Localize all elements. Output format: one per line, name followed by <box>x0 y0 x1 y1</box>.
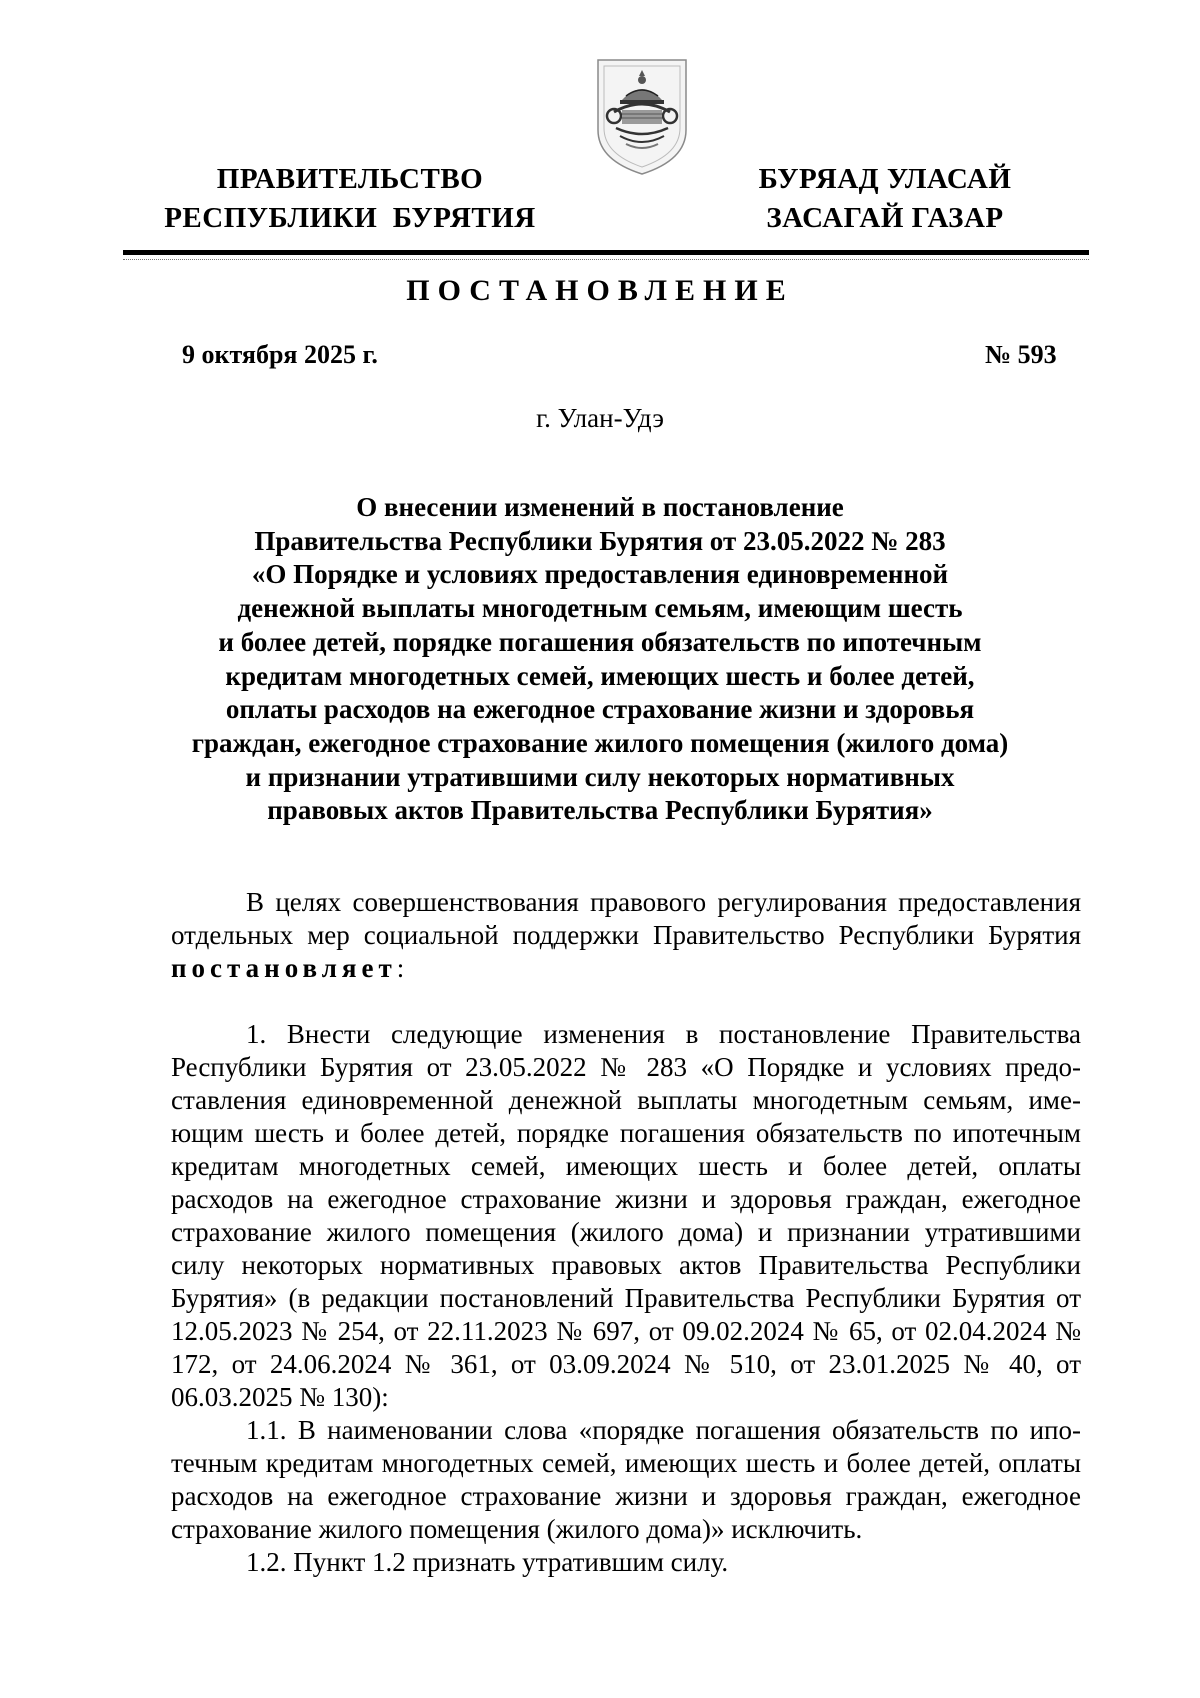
preamble-paragraph <box>171 886 1081 985</box>
title-line: и признании утратившими силу некоторых нормативных <box>245 761 955 792</box>
title-line: кредитам многодетных семей, имеющих шесть и более детей, <box>225 660 975 691</box>
clause-1: 1. Внести следующие изменения в постановление Правительства Республики Бурятия от 23.05.2022 № 283 «О Порядке и условиях предоставления единовременной денежной выплаты многодетным семьям, имеющим шесть и более детей, порядке погашения обязательств по ипотечным кредитам многодетных семей, имеющих шесть и более детей, оплаты расходов на ежегодное страхование жизни и здоровья граждан, ежегодное страхование жилого помещения (жилого дома) и признании утратившими силу некоторых нормативных правовых актов Правительства Республики Бурятия» (в редакции постановлений Правительства Республики Бурятия от 12.05.2023 № 254, от 22.11.2023 № 697, от 09.02.2024 № 65, от 02.04.2024 № 172, от 24.06.2024 № 361, от 03.09.2024 № 510, от 23.01.2025 № 40, от 06.03.2025 № 130): <box>171 1019 1081 1412</box>
header-divider-dotted <box>123 259 1089 260</box>
title-line: и более детей, порядке погашения обязательств по ипотечным <box>218 626 982 657</box>
issuer-name-russian <box>160 160 540 238</box>
document-city: г. Улан-Удэ <box>536 403 664 433</box>
title-line: оплаты расходов на ежегодное страхование жизни и здоровья <box>225 694 975 725</box>
document-title <box>140 491 1060 828</box>
issuer-name-buryat-line2: ЗАСАГАЙ ГАЗАР <box>766 202 1004 234</box>
title-line: граждан, ежегодное страхование жилого помещения (жилого дома) <box>191 727 1009 758</box>
document-number: № 593 <box>985 340 1057 369</box>
resolves-keyword: постановляет <box>171 953 397 983</box>
issuer-name-buryat <box>740 160 1030 238</box>
title-line: «О Порядке и условиях предоставления единовременной <box>251 559 949 590</box>
preamble-colon: : <box>396 953 405 983</box>
title-line: Правительства Республики Бурятия от 23.05.2022 № 283 <box>254 525 946 556</box>
clause-1-1: 1.1. В наименовании слова «порядке погашения обязательств по ипотечным кредитам многодетных семей, имеющих шесть и более детей, оплаты расходов на ежегодное страхование жизни и здоровья граждан, ежегодное страхование жилого помещения (жилого дома)» исключить. <box>171 1415 1081 1544</box>
issuer-name-buryat-line1: БУРЯАД УЛАСАЙ <box>758 163 1012 195</box>
issuer-name-russian-line1: ПРАВИТЕЛЬСТВО <box>216 163 484 195</box>
document-type: ПОСТАНОВЛЕНИЕ <box>406 274 794 307</box>
preamble-text: В целях совершенствования правового регулирования предоставления отдельных мер социальной поддержки Правительство Республики Бурятия <box>171 887 1081 950</box>
issuer-name-russian-line2: РЕСПУБЛИКИ БУРЯТИЯ <box>164 202 536 234</box>
clause-1-2: 1.2. Пункт 1.2 признать утратившим силу. <box>246 1547 729 1577</box>
title-line: О внесении изменений в постановление <box>356 492 844 522</box>
header-divider <box>123 250 1089 255</box>
resolution-body <box>171 1018 1081 1579</box>
document-date: 9 октября 2025 г. <box>182 340 378 369</box>
title-line: денежной выплаты многодетным семьям, имеющим шесть <box>237 593 963 624</box>
coat-of-arms-icon <box>592 54 692 178</box>
preamble <box>171 886 1081 985</box>
title-line: правовых актов Правительства Республики Бурятия» <box>267 795 933 826</box>
